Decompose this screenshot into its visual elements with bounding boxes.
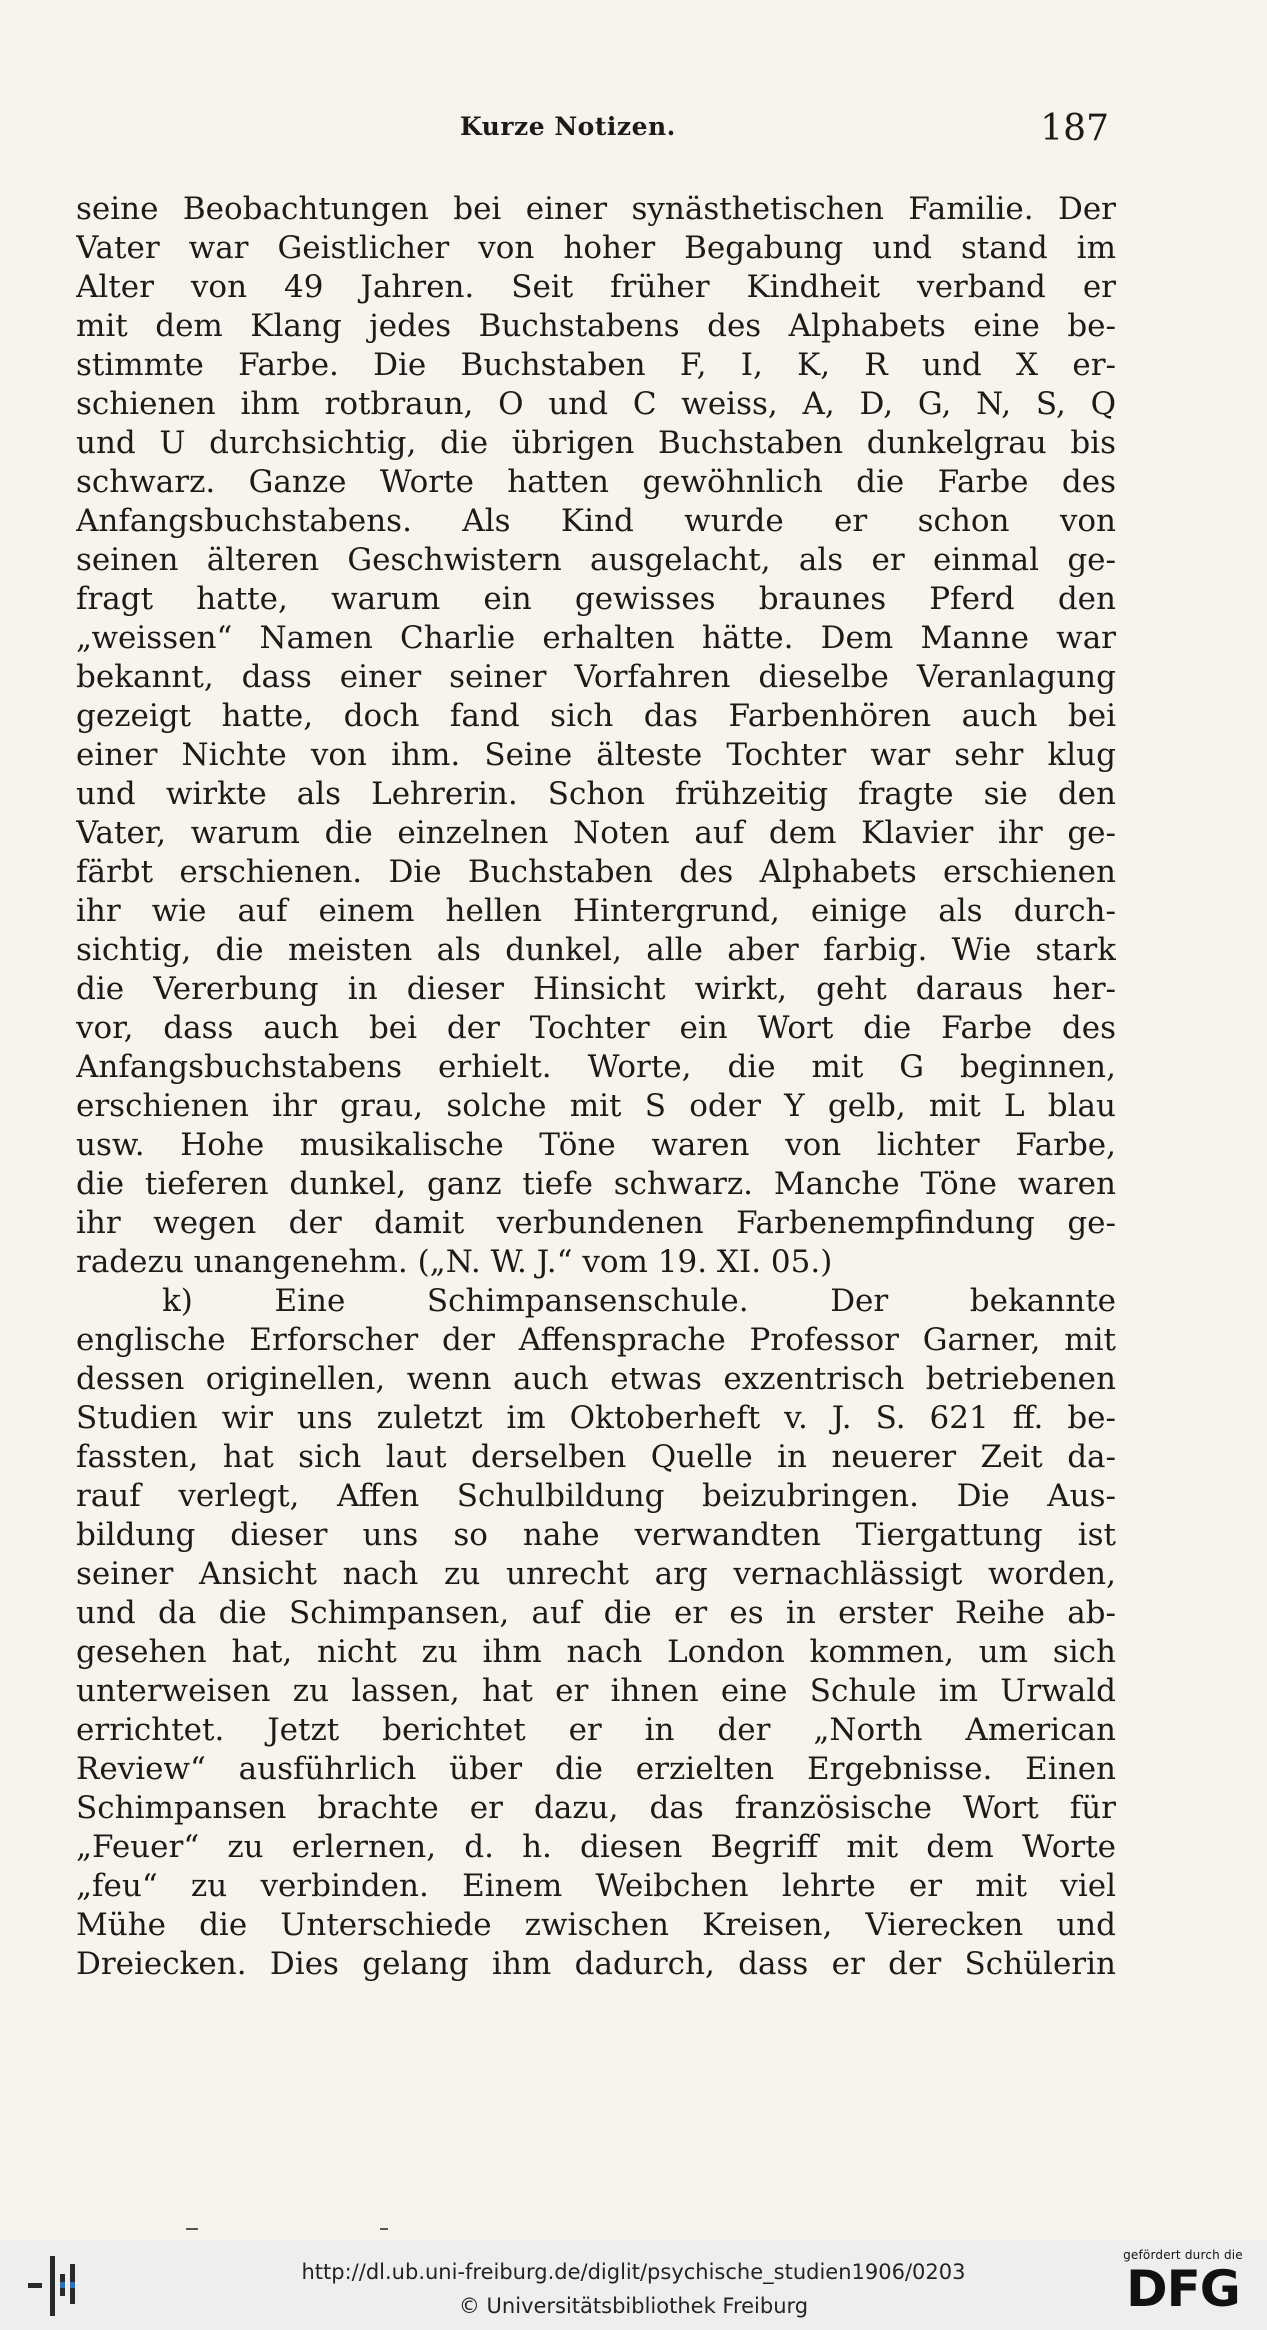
text-line: Schimpansen brachte er dazu, das französische Wort für: [76, 1790, 1116, 1826]
page-number: 187: [1040, 108, 1109, 149]
text-line: dessen originellen, wenn auch etwas exzentrisch betriebenen: [76, 1361, 1116, 1397]
text-line: unterweisen zu lassen, hat er ihnen eine Schule im Urwald: [76, 1673, 1116, 1709]
text-line: schwarz. Ganze Worte hatten gewöhnlich die Farbe des: [76, 464, 1116, 500]
text-line: fassten, hat sich laut derselben Quelle in neuerer Zeit da-: [76, 1439, 1116, 1475]
text-line: Studien wir uns zuletzt im Oktoberheft v. J. S. 621 ff. be-: [76, 1400, 1116, 1436]
text-line: rauf verlegt, Affen Schulbildung beizubringen. Die Aus-: [76, 1478, 1116, 1514]
text-line: Vater war Geistlicher von hoher Begabung und stand im: [76, 230, 1116, 266]
text-line: schienen ihm rotbraun, O und C weiss, A, D, G, N, S, Q: [76, 386, 1116, 422]
section-heading-line: k) Eine Schimpansenschule. Der bekannte: [162, 1283, 1116, 1319]
text-line: radezu unangenehm. („N. W. J.“ vom 19. XI. 05.): [76, 1244, 833, 1280]
text-line: seiner Ansicht nach zu unrecht arg vernachlässigt worden,: [76, 1556, 1116, 1592]
text-line: und U durchsichtig, die übrigen Buchstaben dunkelgrau bis: [76, 425, 1116, 461]
text-line: Vater, warum die einzelnen Noten auf dem Klavier ihr ge-: [76, 815, 1116, 851]
copyright-notice: © Universitätsbibliothek Freiburg: [458, 2294, 809, 2318]
text-line: Review“ ausführlich über die erzielten Ergebnisse. Einen: [76, 1751, 1116, 1787]
text-line: Anfangsbuchstabens erhielt. Worte, die mit G beginnen,: [76, 1049, 1116, 1085]
text-line: englische Erforscher der Affensprache Professor Garner, mit: [76, 1322, 1116, 1358]
text-line: Anfangsbuchstabens. Als Kind wurde er schon von: [76, 503, 1116, 539]
text-line: bildung dieser uns so nahe verwandten Tiergattung ist: [76, 1517, 1116, 1553]
text-line: seinen älteren Geschwistern ausgelacht, als er einmal ge-: [76, 542, 1116, 578]
text-line: usw. Hohe musikalische Töne waren von lichter Farbe,: [76, 1127, 1116, 1163]
text-line: und wirkte als Lehrerin. Schon frühzeitig fragte sie den: [76, 776, 1116, 812]
text-line: „weissen“ Namen Charlie erhalten hätte. Dem Manne war: [76, 620, 1116, 656]
scan-mark: [380, 2228, 388, 2230]
text-line: färbt erschienen. Die Buchstaben des Alphabets erschienen: [76, 854, 1116, 890]
text-line: einer Nichte von ihm. Seine älteste Tochter war sehr klug: [76, 737, 1116, 773]
text-line: errichtet. Jetzt berichtet er in der „North American: [76, 1712, 1116, 1748]
text-line: fragt hatte, warum ein gewisses braunes Pferd den: [76, 581, 1116, 617]
text-line: „Feuer“ zu erlernen, d. h. diesen Begriff mit dem Worte: [76, 1829, 1116, 1865]
running-head: Kurze Notizen.: [460, 112, 676, 141]
viewer-footer: [0, 2240, 1267, 2330]
text-line: bekannt, dass einer seiner Vorfahren dieselbe Veranlagung: [76, 659, 1116, 695]
text-line: Mühe die Unterschiede zwischen Kreisen, Vierecken und: [76, 1907, 1116, 1943]
text-line: gesehen hat, nicht zu ihm nach London kommen, um sich: [76, 1634, 1116, 1670]
dfg-logo: [1113, 2248, 1253, 2324]
text-line: sichtig, die meisten als dunkel, alle aber farbig. Wie stark: [76, 932, 1116, 968]
text-line: gezeigt hatte, doch fand sich das Farbenhören auch bei: [76, 698, 1116, 734]
text-line: erschienen ihr grau, solche mit S oder Y gelb, mit L blau: [76, 1088, 1116, 1124]
source-url-link[interactable]: http://dl.ub.uni-freiburg.de/diglit/psychische_studien1906/0203: [301, 2260, 966, 2284]
text-line: ihr wegen der damit verbundenen Farbenempfindung ge-: [76, 1205, 1116, 1241]
text-line: Alter von 49 Jahren. Seit früher Kindheit verband er: [76, 269, 1116, 305]
scan-mark: [186, 2228, 198, 2230]
text-line: seine Beobachtungen bei einer synästhetischen Familie. Der: [76, 191, 1116, 227]
text-line: Dreiecken. Dies gelang ihm dadurch, dass er der Schülerin: [76, 1946, 1116, 1982]
text-line: die tieferen dunkel, ganz tiefe schwarz. Manche Töne waren: [76, 1166, 1116, 1202]
dfg-letters: DFG: [1126, 2260, 1240, 2318]
text-line: die Vererbung in dieser Hinsicht wirkt, geht daraus her-: [76, 971, 1116, 1007]
text-line: mit dem Klang jedes Buchstabens des Alphabets eine be-: [76, 308, 1116, 344]
dfg-caption: gefördert durch die: [1123, 2248, 1243, 2262]
text-line: vor, dass auch bei der Tochter ein Wort die Farbe des: [76, 1010, 1116, 1046]
text-line: „feu“ zu verbinden. Einem Weibchen lehrte er mit viel: [76, 1868, 1116, 1904]
text-line: stimmte Farbe. Die Buchstaben F, I, K, R und X er-: [76, 347, 1116, 383]
text-line: und da die Schimpansen, auf die er es in erster Reihe ab-: [76, 1595, 1116, 1631]
body-text: [76, 190, 1116, 1984]
text-line: ihr wie auf einem hellen Hintergrund, einige als durch-: [76, 893, 1116, 929]
